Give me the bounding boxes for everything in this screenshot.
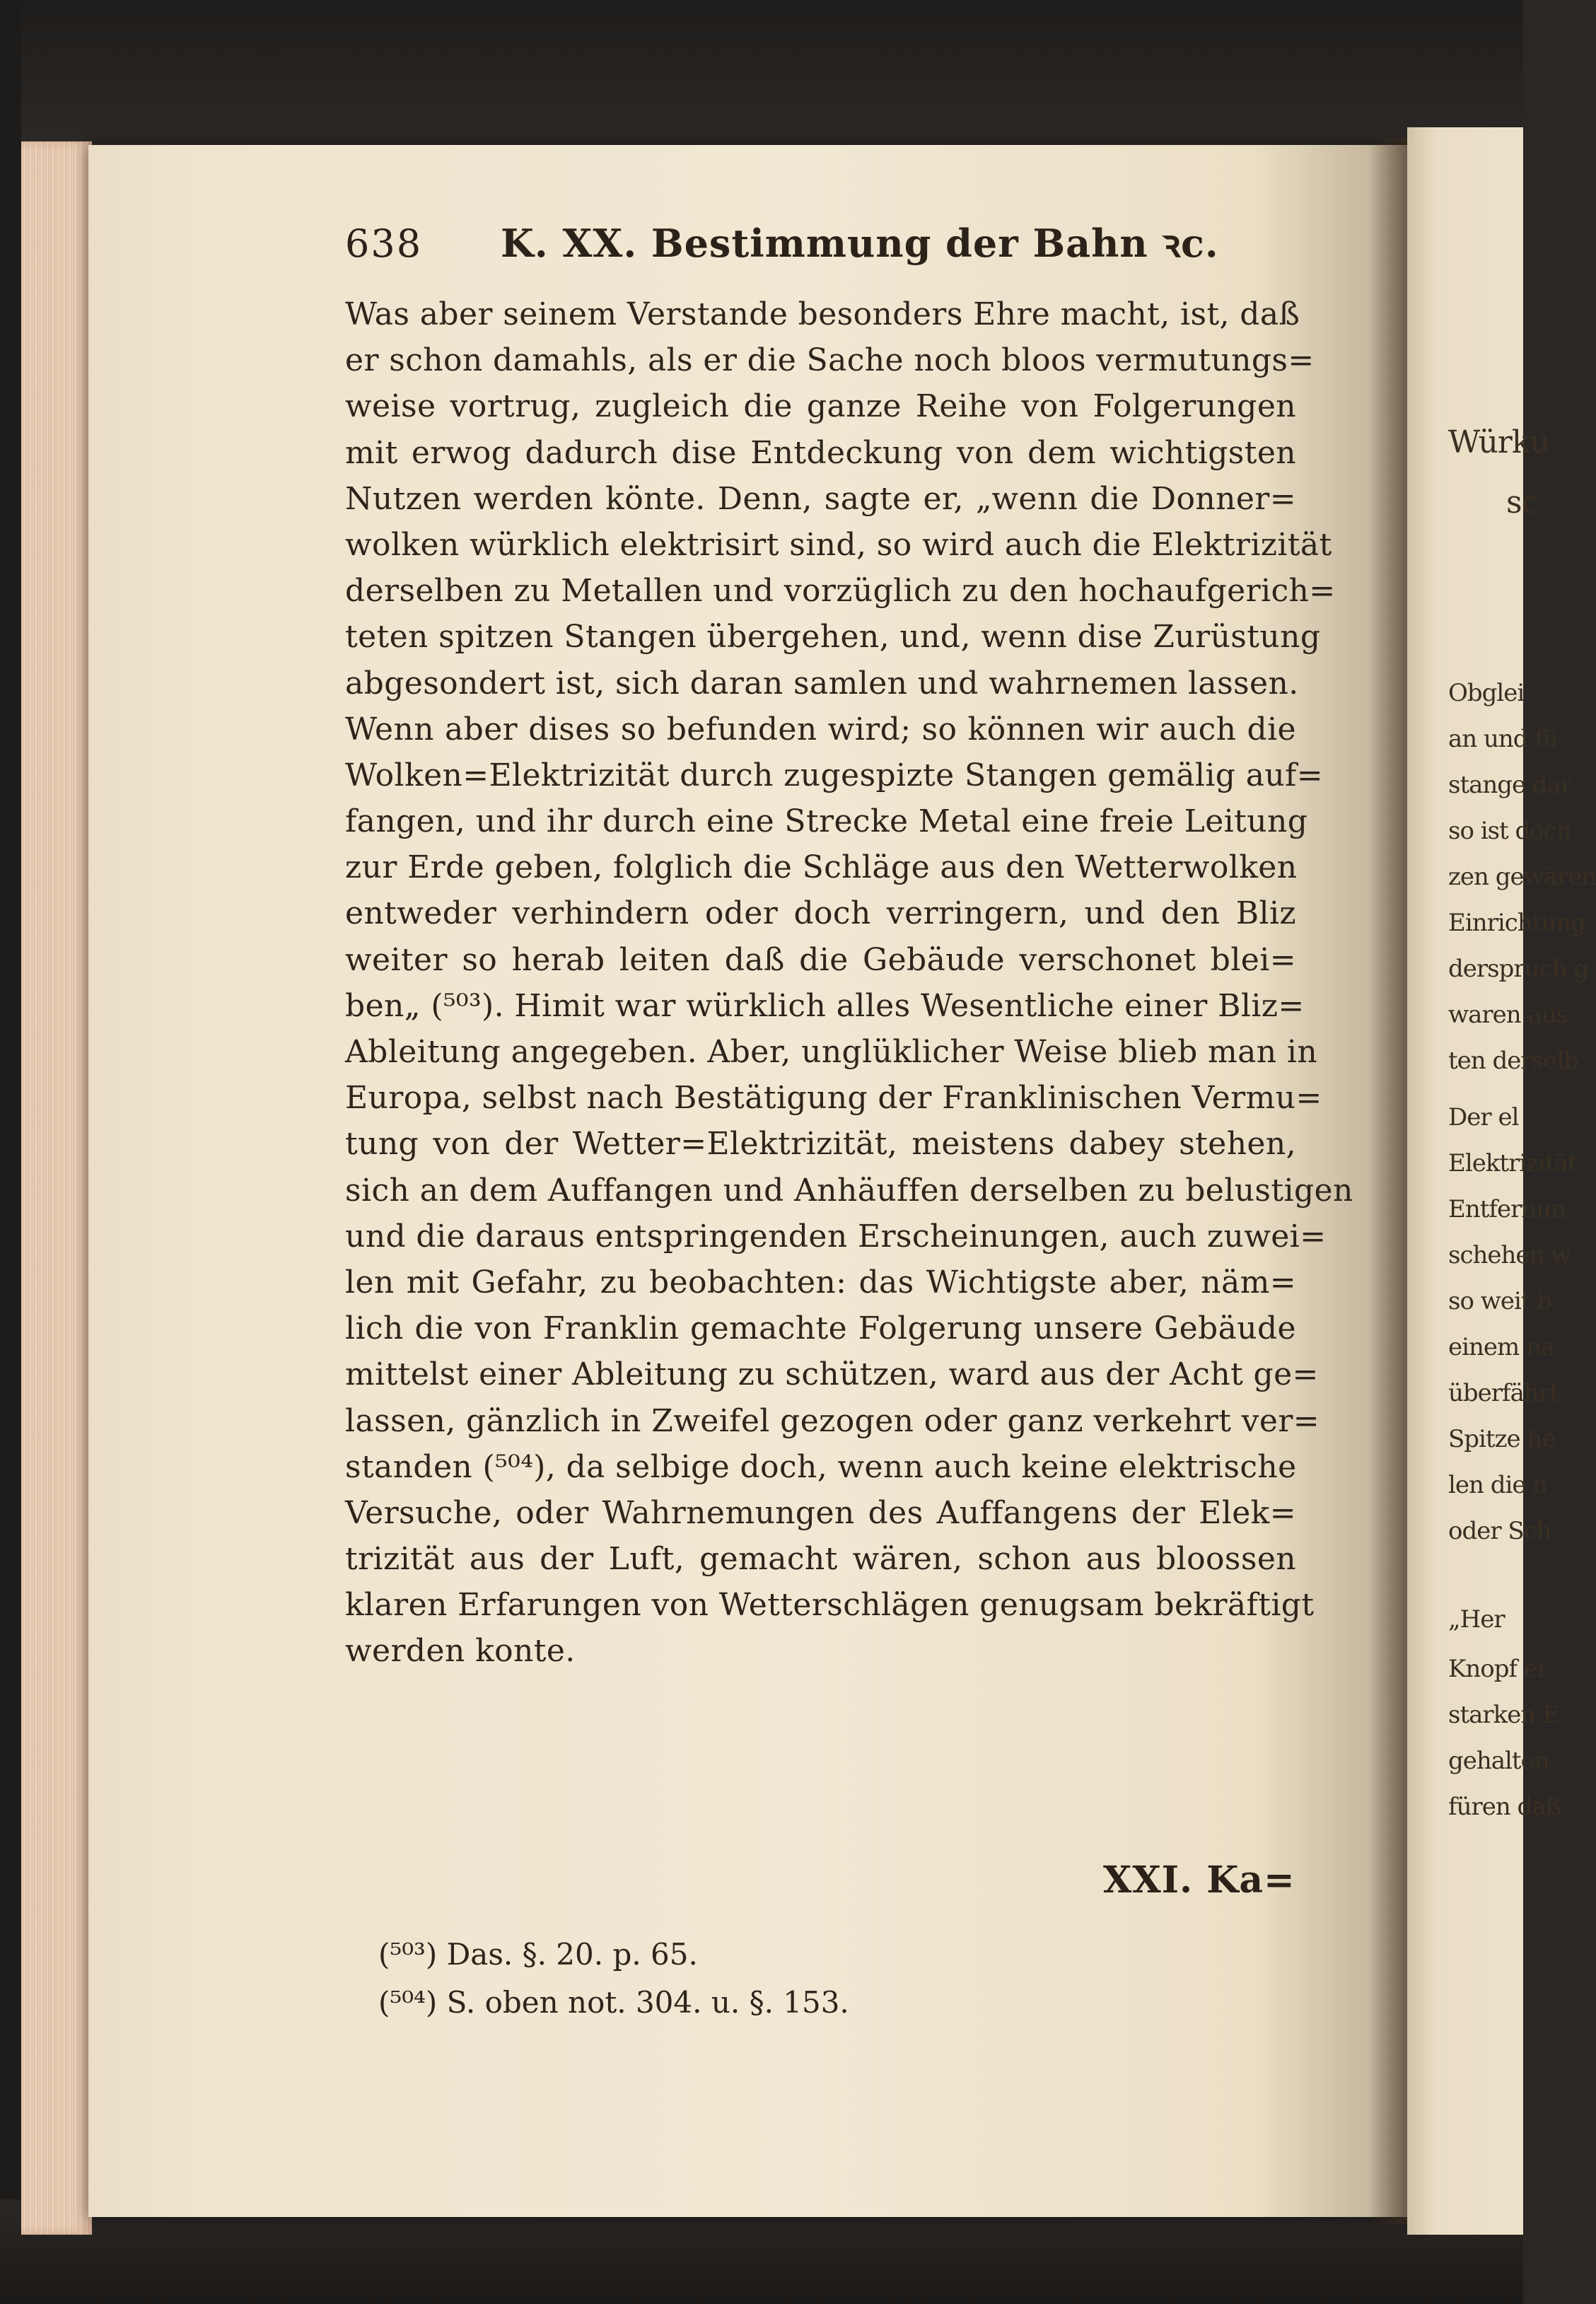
facing-page-fragment: füren daß xyxy=(1448,1793,1561,1821)
desk-background-left xyxy=(0,0,21,2304)
text-line: trizität aus der Luft, gemacht wären, schon aus bloossen xyxy=(345,1541,1296,1578)
text-line: weise vortrug, zugleich die ganze Reihe von Folgerungen xyxy=(345,388,1296,425)
text-line: und die daraus entspringenden Erscheinungen, auch zuwei= xyxy=(345,1218,1327,1255)
facing-page-fragment: Obglei xyxy=(1448,679,1525,707)
facing-page-fragment: derspruch g xyxy=(1448,955,1589,983)
text-line: zur Erde geben, folglich die Schläge aus den Wetterwolken xyxy=(345,849,1298,886)
facing-page-fragment: „Her xyxy=(1448,1605,1505,1634)
facing-page-fragment: len die n xyxy=(1448,1471,1548,1499)
text-line: mit erwog dadurch dise Entdeckung von dem wichtigsten xyxy=(345,434,1296,471)
text-line: ben„ (⁵⁰³). Himit war würklich alles Wesentliche einer Bliz= xyxy=(345,987,1305,1024)
facing-page-fragment: schehen w xyxy=(1448,1241,1571,1269)
facing-page-fragment: Der el xyxy=(1448,1103,1519,1131)
text-line: er schon damahls, als er die Sache noch bloos vermutungs= xyxy=(345,342,1315,379)
facing-page-fragment: gehalten xyxy=(1448,1747,1549,1775)
text-line: lich die von Franklin gemachte Folgerung unsere Gebäude xyxy=(345,1310,1296,1347)
running-head xyxy=(345,216,1286,272)
text-line: lassen, gänzlich in Zweifel gezogen oder ganz verkehrt ver= xyxy=(345,1402,1320,1439)
running-head-title: K. XX. Bestimmung der Bahn ꝛc. xyxy=(501,221,1219,266)
desk-background-top xyxy=(0,0,1523,145)
facing-page-fragment: Würku xyxy=(1448,424,1549,460)
facing-page-fragment: an und fü xyxy=(1448,725,1558,753)
text-line: klaren Erfarungen von Wetterschlägen genugsam bekräftigt xyxy=(345,1587,1315,1624)
footnote-504: (⁵⁰⁴) S. oben not. 304. u. §. 153. xyxy=(378,1985,849,2020)
facing-page-edge xyxy=(1407,127,1596,2235)
facing-page-fragment: Entfernun xyxy=(1448,1195,1566,1223)
footnotes xyxy=(378,1931,1085,2027)
text-line: standen (⁵⁰⁴), da selbige doch, wenn auch keine elektrische xyxy=(345,1448,1297,1485)
facing-page-fragment: einem na xyxy=(1448,1333,1555,1361)
footnote-503: (⁵⁰³) Das. §. 20. p. 65. xyxy=(378,1937,698,1972)
text-line: Wenn aber dises so befunden wird; so können wir auch die xyxy=(345,711,1296,747)
facing-page-fragment: waren aus xyxy=(1448,1001,1568,1029)
text-line: Europa, selbst nach Bestätigung der Franklinischen Vermu= xyxy=(345,1080,1322,1117)
facing-page-fragment: oder Sch xyxy=(1448,1517,1551,1545)
text-line: Nutzen werden könte. Denn, sagte er, „wenn die Donner= xyxy=(345,480,1296,517)
facing-page-fragment: sc xyxy=(1506,484,1539,520)
facing-page-fragment: überfährt xyxy=(1448,1379,1559,1407)
page-edges xyxy=(21,141,92,2235)
text-line: Wolken=Elektrizität durch zugespizte Stangen gemälig auf= xyxy=(345,757,1324,793)
text-line: Versuche, oder Wahrnemungen des Auffangens der Elek= xyxy=(345,1494,1296,1531)
facing-page-fragment: zen gewären xyxy=(1448,863,1596,891)
text-line: weiter so herab leiten daß die Gebäude verschonet blei= xyxy=(345,941,1296,978)
text-line: abgesondert ist, sich daran samlen und wahrnemen lassen. xyxy=(345,665,1299,702)
facing-page-fragment: Einrichtung xyxy=(1448,909,1585,937)
facing-page-fragment: Knopf ei xyxy=(1448,1655,1544,1683)
catchword: XXI. Ka= xyxy=(1103,1858,1295,1902)
facing-page-fragment: starken E xyxy=(1448,1701,1559,1729)
text-line: Was aber seinem Verstande besonders Ehre macht, ist, daß xyxy=(345,296,1300,332)
facing-page-fragment: so weit b xyxy=(1448,1287,1552,1315)
text-line: entweder verhindern oder doch verringern, und den Bliz xyxy=(345,895,1296,932)
body-text xyxy=(345,291,1353,1675)
facing-page-fragment: so ist doch xyxy=(1448,817,1571,845)
facing-page-fragment: stange dar xyxy=(1448,771,1572,799)
text-line: sich an dem Auffangen und Anhäuffen derselben zu belustigen xyxy=(345,1172,1353,1209)
text-line: len mit Gefahr, zu beobachten: das Wichtigste aber, näm= xyxy=(345,1264,1296,1301)
facing-page-fragment: Elektrizität xyxy=(1448,1149,1577,1177)
facing-page-fragment: Spitze he xyxy=(1448,1425,1556,1453)
facing-page-fragment: ten derselb xyxy=(1448,1047,1578,1075)
text-line: tung von der Wetter=Elektrizität, meistens dabey stehen, xyxy=(345,1126,1296,1163)
text-line: fangen, und ihr durch eine Strecke Metal eine freie Leitung xyxy=(345,803,1308,840)
page-number: 638 xyxy=(345,221,423,266)
text-line: Ableitung angegeben. Aber, unglüklicher Weise blieb man in xyxy=(345,1034,1318,1070)
text-line: mittelst einer Ableitung zu schützen, ward aus der Acht ge= xyxy=(345,1356,1319,1393)
text-line: derselben zu Metallen und vorzüglich zu den hochaufgerich= xyxy=(345,573,1336,610)
text-line-last: werden konte. xyxy=(345,1633,576,1670)
text-line: teten spitzen Stangen übergehen, und, wenn dise Zurüstung xyxy=(345,619,1321,656)
text-line: wolken würklich elektrisirt sind, so wird auch die Elektrizität xyxy=(345,526,1332,563)
